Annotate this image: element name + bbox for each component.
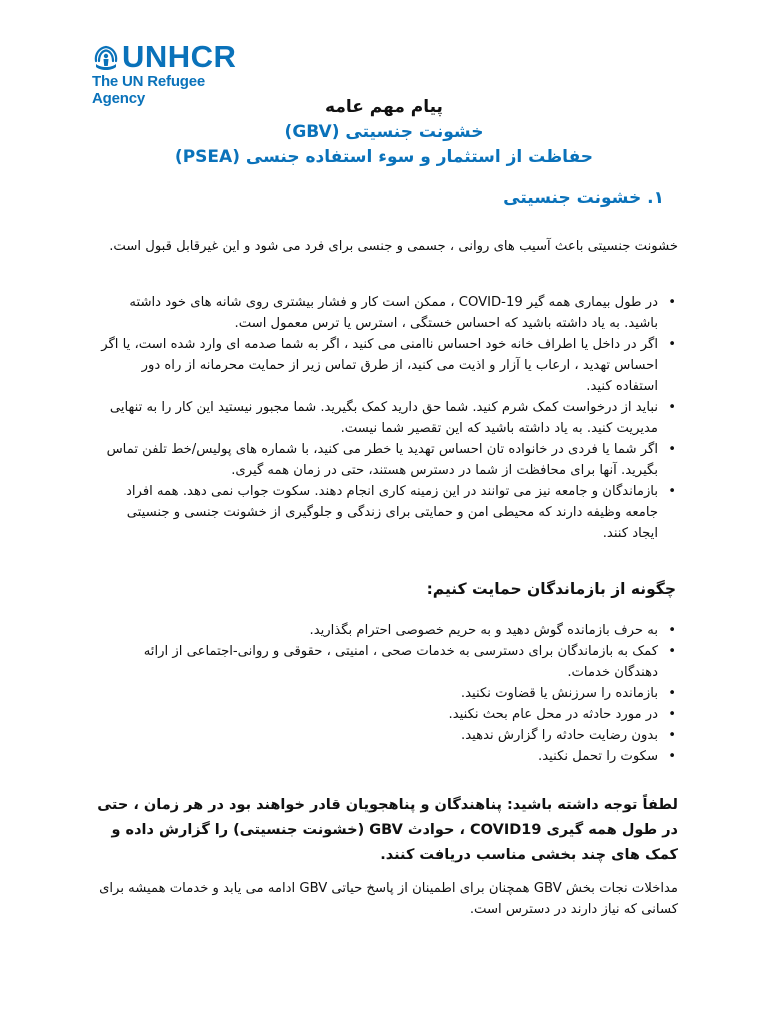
section2-bullet-list (98, 620, 678, 767)
section1-intro: خشونت جنسیتی باعث آسیب های روانی ، جسمی و جنسی برای فرد می شود و این غیرقابل قبول است. (109, 239, 678, 254)
title-gbv: خشونت جنسیتی (GBV) (284, 122, 484, 142)
list-item: • بدون رضایت حادثه را گزارش ندهید. (98, 725, 678, 746)
list-item: • کمک به بازماندگان برای دسترسی به خدمات صحی ، امنیتی ، حقوقی و روانی-اجتماعی از ارائه دهندگان خدمات. (98, 641, 678, 683)
section2-heading: چگونه از بازماندگان حمایت کنیم: (426, 580, 676, 598)
list-item: • به حرف بازمانده گوش دهید و به حریم خصوصی احترام بگذارید. (98, 620, 678, 641)
title-psea: حفاظت از استثمار و سوء استفاده جنسی (PSEA) (174, 147, 594, 167)
list-item: • در طول بیماری همه گیر COVID-19 ، ممکن است کار و فشار بیشتری روی شانه های خود داشته باشید. به یاد داشته باشید که احساس خستگی ، استرس یا ترس معمول است. (98, 292, 678, 334)
title-block (0, 95, 768, 170)
list-item: • اگر شما یا فردی در خانواده تان احساس تهدید یا خطر می کنید، با شماره های پولیس/خط تلفن تماس بگیرید. آنها برای محافظت از شما در دسترس هستند، حتی در زمان همه گیری. (98, 439, 678, 481)
list-item: • بازماندگان و جامعه نیز می توانند در این زمینه کاری انجام دهند. سکوت جواب نمی دهد. همه افراد جامعه وظیفه دارند که محیطی امن و حمایتی برای زندگی و جلوگیری از خشونت جنسی و جنسیتی ایجاد کنند. (98, 481, 678, 544)
closing-paragraph: مداخلات نجات بخش GBV همچنان برای اطمینان از پاسخ حیاتی GBV ادامه می یابد و خدمات همیشه برای کسانی که نیاز دارند در دسترس است. (99, 881, 678, 917)
logo-wordmark: UNHCR (122, 39, 237, 74)
logo-tagline: The UN Refugee Agency (92, 73, 206, 107)
section1-bullet-list (98, 292, 678, 544)
list-item: • سکوت را تحمل نکنید. (98, 746, 678, 767)
attention-note: لطفاً توجه داشته باشید: پناهندگان و پناهجویان قادر خواهند بود در هر زمان ، حتی در طول همه گیری COVID19 ، حوادث GBV (خشونت جنسیتی) را گزارش داده و کمک های چند بخشی مناسب دریافت کنند. (97, 797, 678, 863)
section1-heading: ۱. خشونت جنسیتی (503, 188, 664, 208)
list-item: • در مورد حادثه در محل عام بحث نکنید. (98, 704, 678, 725)
list-item: • بازمانده را سرزنش یا قضاوت نکنید. (98, 683, 678, 704)
unhcr-emblem-icon (92, 42, 120, 72)
unhcr-logo (92, 39, 257, 107)
list-item: • اگر در داخل یا اطراف خانه خود احساس ناامنی می کنید ، اگر به شما صدمه ای وارد شده است، یا اگر احساس تهدید ، ارعاب یا آزار و اذیت می کنید، از طرق تماس زیر از حمایت محرمانه از راه دور استفاده کنید. (98, 334, 678, 397)
list-item: • نباید از درخواست کمک شرم کنید. شما حق دارید کمک بگیرید. شما مجبور نیستید این کار را به تنهایی مدیریت کنید. به یاد داشته باشید که این تقصیر شما نیست. (98, 397, 678, 439)
title-public-message: پیام مهم عامه (325, 97, 443, 117)
